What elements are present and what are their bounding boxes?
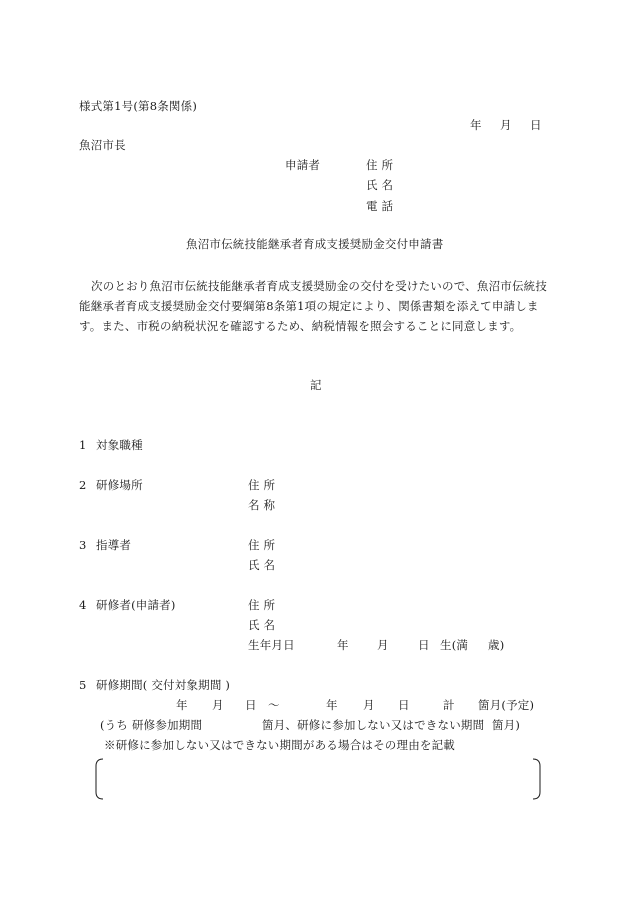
- item5-to-month: 月: [363, 698, 375, 712]
- item5-breakdown-suffix: 箇月): [492, 718, 521, 732]
- item4-address-label: 住 所: [248, 598, 276, 612]
- item4-birth-label: 生年月日: [248, 638, 295, 652]
- reason-bracket-area[interactable]: [95, 758, 541, 800]
- item4-birth-suffix: 生(満: [440, 638, 469, 652]
- item2-name-label: 名 称: [248, 498, 276, 512]
- date-month-label: 月: [500, 118, 512, 132]
- item2-label: 研修場所: [96, 478, 143, 492]
- item4-age-suffix: 歳): [488, 638, 505, 652]
- item4-birth-year: 年: [337, 638, 349, 652]
- item5-from-month: 月: [212, 698, 224, 712]
- item5-number: 5: [79, 678, 87, 692]
- item5-from-year: 年: [176, 698, 188, 712]
- item4-birth-day: 日: [418, 638, 430, 652]
- item5-label: 研修期間( 交付対象期間 ): [96, 678, 231, 692]
- item5-from-day: 日: [245, 698, 257, 712]
- item5-months-label: 箇月(予定): [478, 698, 535, 712]
- item2-address-label: 住 所: [248, 478, 276, 492]
- item4-birth-month: 月: [377, 638, 389, 652]
- item5-note: ※研修に参加しない又はできない期間がある場合はその理由を記載: [104, 738, 455, 752]
- item3-address-label: 住 所: [248, 538, 276, 552]
- item1-number: 1: [79, 438, 87, 452]
- applicant-address-label: 住 所: [366, 158, 394, 172]
- item5-breakdown-mid: 箇月、研修に参加しない又はできない期間: [262, 718, 485, 732]
- body-paragraph: 次のとおり魚沼市伝統技能継承者育成支援奨励金の交付を受けたいので、魚沼市伝統技能継承者育成支援奨励金交付要綱第8条第1項の規定により、関係書類を添えて申請します。また、市税の納税状況を確認するため、納税情報を照会することに同意します。: [79, 279, 548, 333]
- item5-breakdown-prefix: (うち 研修参加期間: [100, 718, 203, 732]
- item3-label: 指導者: [96, 538, 132, 552]
- form-number: 様式第1号(第8条関係): [79, 99, 198, 113]
- date-day-label: 日: [530, 118, 542, 132]
- item1-label: 対象職種: [96, 438, 143, 452]
- item5-tilde: 〜: [268, 698, 280, 712]
- item4-name-label: 氏 名: [248, 618, 276, 632]
- applicant-name-label: 氏 名: [366, 178, 394, 192]
- addressee: 魚沼市長: [79, 138, 126, 152]
- applicant-phone-label: 電 話: [366, 199, 394, 213]
- ki-label: 記: [310, 378, 322, 392]
- item5-to-day: 日: [398, 698, 410, 712]
- item5-to-year: 年: [326, 698, 338, 712]
- item3-name-label: 氏 名: [248, 558, 276, 572]
- item5-total-label: 計: [443, 698, 455, 712]
- item2-number: 2: [79, 478, 87, 492]
- item4-label: 研修者(申請者): [96, 598, 176, 612]
- applicant-label: 申請者: [285, 158, 321, 172]
- bracket-frame: [95, 758, 541, 800]
- item4-number: 4: [79, 598, 87, 612]
- item3-number: 3: [79, 538, 87, 552]
- document-title: 魚沼市伝統技能継承者育成支援奨励金交付申請書: [186, 237, 444, 251]
- date-year-label: 年: [470, 118, 482, 132]
